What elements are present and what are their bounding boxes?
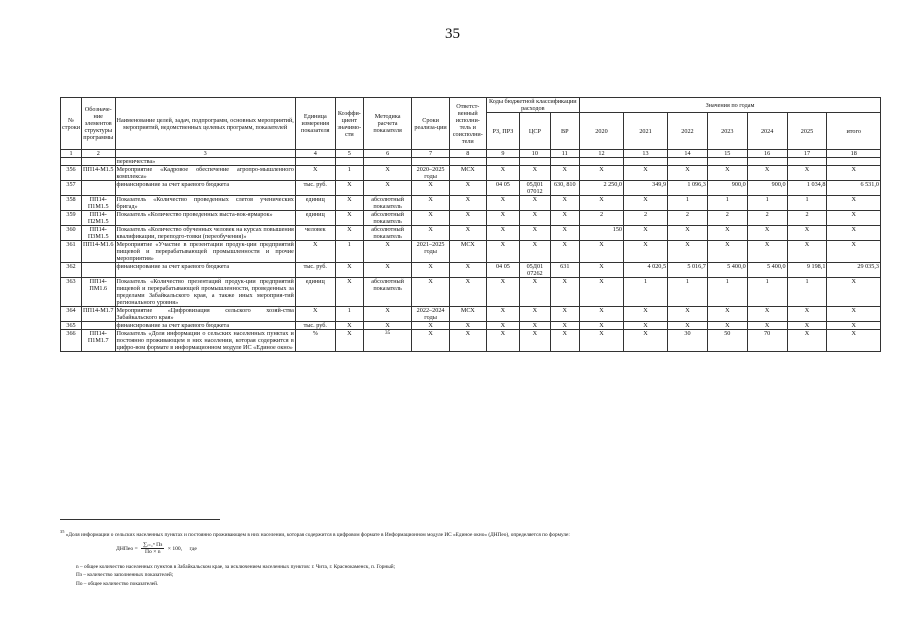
cell-method: абсолютный показатель <box>364 226 412 241</box>
cell-year-value: X <box>707 241 747 263</box>
cell-year-value: X <box>668 166 708 181</box>
cell-name: финансирование за счет краевого бюджета <box>115 263 295 278</box>
cell-year-value: X <box>579 263 623 278</box>
page-number: 35 <box>445 26 460 42</box>
cell-csr: X <box>520 322 550 330</box>
cell-code: ПП14-П3М1.5 <box>81 226 115 241</box>
cell-year-value: 2 <box>747 211 787 226</box>
cell-total: X <box>827 211 881 226</box>
cell-code <box>81 322 115 330</box>
cell-total: X <box>827 330 881 352</box>
cell-resp: X <box>449 263 486 278</box>
cell-csr: X <box>520 307 550 322</box>
cell-year-value: X <box>579 307 623 322</box>
cell-method: абсолютный показатель <box>364 196 412 211</box>
cell-year-value: 70 <box>747 330 787 352</box>
cell-year-value: X <box>707 226 747 241</box>
header-budget-codes: Коды бюджетной классификации расходов <box>486 98 579 113</box>
cell-no: 366 <box>61 330 82 352</box>
header-year: 2021 <box>624 113 668 150</box>
cell-csr: 05Д01 07012 <box>520 181 550 196</box>
cell-terms: 2022–2024 годы <box>412 307 450 322</box>
cell-terms: X <box>412 263 450 278</box>
cell-name: Показатель «Количество презентаций продук-ции предприятий пищевой и перерабатывающей промышленности, проведенных за пределами Забайкальского края, а также иных мероприя-тий регионального уровня» <box>116 278 294 306</box>
column-number: 15 <box>707 150 747 158</box>
header-year: 2023 <box>707 113 747 150</box>
cell-year-value: 1 <box>747 196 787 211</box>
cell-method: X <box>364 166 412 181</box>
cell-terms: X <box>412 181 450 196</box>
cell-year-value: 30 <box>668 330 708 352</box>
header-responsible: Ответст-венный исполни-тель и соисполни-тели <box>449 98 486 150</box>
cell-vr: X <box>550 196 579 211</box>
cell-code: ПП14-ПМ1.6 <box>81 278 115 307</box>
cell-rz: 04 05 <box>486 181 520 196</box>
footnote-definitions <box>76 563 395 588</box>
formula-lhs: ДНПео = <box>116 545 138 552</box>
cell-year-value: 4 020,5 <box>624 263 668 278</box>
cell-terms: X <box>412 226 450 241</box>
table-row <box>61 166 881 181</box>
cell-code: ПП14-П1М1.7 <box>81 330 115 352</box>
column-number: 5 <box>335 150 363 158</box>
cell-terms: X <box>412 211 450 226</box>
cell-year-value: 1 <box>747 278 787 307</box>
cell-name: Показатель «Количество обученных человек на курсах повышения квалификации, переподго-товки (переобучения)» <box>116 226 294 240</box>
cell-year-value: X <box>707 166 747 181</box>
cell-no: 361 <box>61 241 82 263</box>
cell-year-value: 2 <box>579 211 623 226</box>
cell-year-value: 1 <box>624 278 668 307</box>
column-number: 13 <box>624 150 668 158</box>
cell-resp: МСХ <box>449 307 486 322</box>
cell-name: Мероприятие «Цифровизация сельского хозяй-ства Забайкальского края» <box>116 307 294 321</box>
cell-total: X <box>827 196 881 211</box>
cell-unit: X <box>295 241 335 263</box>
cell-unit: % <box>295 330 335 352</box>
program-table <box>60 97 881 352</box>
cell-code <box>81 181 115 196</box>
header-year: 2020 <box>579 113 623 150</box>
header-terms: Сроки реализа-ции <box>412 98 450 150</box>
header-designation: Обозначе-ние элементов структуры программы <box>81 98 115 150</box>
cell-code <box>81 263 115 278</box>
cell-unit: тыс. руб. <box>295 322 335 330</box>
cell-year-value: 5 400,0 <box>747 263 787 278</box>
cell-vr: X <box>550 226 579 241</box>
cell-method: X <box>364 241 412 263</box>
cell-terms: 2020–2025 годы <box>412 166 450 181</box>
column-number: 16 <box>747 150 787 158</box>
cell-year-value: 1 <box>668 278 708 307</box>
cell-rz: 04 05 <box>486 263 520 278</box>
cell-method: X <box>364 263 412 278</box>
cell-total: 29 035,3 <box>827 263 881 278</box>
table-row <box>61 226 881 241</box>
cell-vr: 631 <box>550 263 579 278</box>
cell-no: 360 <box>61 226 82 241</box>
footnote-rule <box>60 519 220 520</box>
footnote-text: «Доля информации о сельских населенных пунктах и постоянно проживающем в них населении, которая содержится в цифровом формате в Информационном модуле ИС «Единое окно» (ДНПео), определяется по формуле: <box>65 531 570 538</box>
cell-no: 362 <box>61 263 82 278</box>
cell-year-value: 9 198,1 <box>787 263 827 278</box>
cell-year-value: X <box>747 307 787 322</box>
footnote <box>60 529 880 538</box>
cell-terms: X <box>412 278 450 307</box>
cell-year-value: X <box>579 322 623 330</box>
cell-year-value: X <box>787 322 827 330</box>
cell-no: 364 <box>61 307 82 322</box>
cell-coef: X <box>335 181 363 196</box>
cell-csr: X <box>520 166 550 181</box>
cell-coef: 1 <box>335 241 363 263</box>
cell-year-value: X <box>787 241 827 263</box>
cell-year-value: X <box>624 241 668 263</box>
cell-name: финансирование за счет краевого бюджета <box>115 181 295 196</box>
cell-rz: X <box>486 211 520 226</box>
cell-rz: X <box>486 307 520 322</box>
cell-vr: X <box>550 322 579 330</box>
definition-line: Пз – количество заполненных показателей; <box>76 572 174 579</box>
table-row <box>61 241 881 263</box>
cell-total: X <box>827 278 881 307</box>
cell-year-value: 2 <box>668 211 708 226</box>
footnote-mark: 35 <box>60 529 65 534</box>
cell-year-value: X <box>579 330 623 352</box>
header-year: 2022 <box>668 113 708 150</box>
table-row <box>61 211 881 226</box>
cell-year-value: X <box>747 226 787 241</box>
cell-year-value: 2 <box>624 211 668 226</box>
column-number: 7 <box>412 150 450 158</box>
cell-vr: X <box>550 330 579 352</box>
cell-year-value: 5 016,7 <box>668 263 708 278</box>
cell-total: X <box>827 166 881 181</box>
table-row <box>61 181 881 196</box>
header-vr: ВР <box>550 113 579 150</box>
cell-year-value: X <box>668 226 708 241</box>
formula-denominator: По × n <box>144 549 161 555</box>
cell-year-value: 2 <box>787 211 827 226</box>
cell-code: ПП14-М1.5 <box>81 166 115 181</box>
cell-name: финансирование за счет краевого бюджета <box>115 322 295 330</box>
column-number: 3 <box>115 150 295 158</box>
cell-method: X <box>364 307 412 322</box>
column-number: 9 <box>486 150 520 158</box>
cell-unit: единиц <box>295 211 335 226</box>
cell-no: 365 <box>61 322 82 330</box>
cell-year-value: X <box>579 196 623 211</box>
cell-vr: 630, 810 <box>550 181 579 196</box>
header-method: Методика расчета показателя <box>364 98 412 150</box>
cell-year-value: X <box>668 307 708 322</box>
definition-line: По – общее количество показателей. <box>76 580 159 587</box>
column-number: 2 <box>81 150 115 158</box>
column-number: 14 <box>668 150 708 158</box>
table-row <box>61 322 881 330</box>
cell-total: X <box>827 241 881 263</box>
cell-year-value: 1 <box>707 196 747 211</box>
cell-year-value: X <box>624 166 668 181</box>
cell-year-value: X <box>747 241 787 263</box>
header-year: 2025 <box>787 113 827 150</box>
cell-coef: 1 <box>335 307 363 322</box>
header-values: Значения по годам <box>579 98 880 113</box>
cell-year-value: X <box>747 322 787 330</box>
cell-year-value: 900,0 <box>747 181 787 196</box>
cell-rz: X <box>486 322 520 330</box>
cell-vr: X <box>550 211 579 226</box>
cell-rz: X <box>486 196 520 211</box>
cell-name: Показатель «Количество проведенных слетов ученических бригад» <box>116 196 294 210</box>
cell-method <box>364 330 412 352</box>
formula-fraction <box>141 542 164 555</box>
cell-terms: X <box>412 322 450 330</box>
cell-year-value: 150 <box>579 226 623 241</box>
header-coef: Коэффи-циент значимо-сти <box>335 98 363 150</box>
column-number: 8 <box>449 150 486 158</box>
cell-total: 6 531,0 <box>827 181 881 196</box>
cell-unit: единиц <box>295 278 335 307</box>
column-number: 6 <box>364 150 412 158</box>
table-row <box>61 196 881 211</box>
cell-code: ПП14-М1.7 <box>81 307 115 322</box>
cell-year-value: 1 <box>668 196 708 211</box>
cell-csr: X <box>520 330 550 352</box>
column-numbers-row <box>61 150 881 158</box>
cell-year-value: X <box>668 241 708 263</box>
cell-coef: X <box>335 322 363 330</box>
cell-year-value: X <box>624 226 668 241</box>
cell-coef: X <box>335 196 363 211</box>
table-row <box>61 263 881 278</box>
header-name: Наименование целей, задач, подпрограмм, основных мероприятий, мероприятий, ведомственных целевых программ, показателей <box>115 98 295 150</box>
cell-method: абсолютный показатель <box>364 211 412 226</box>
cell-year-value: X <box>668 322 708 330</box>
cell-year-value: 2 <box>707 211 747 226</box>
header-no: № строки <box>61 98 82 150</box>
formula <box>116 542 197 555</box>
cell-resp: X <box>449 196 486 211</box>
cell-unit: человек <box>295 226 335 241</box>
cell-unit: X <box>295 166 335 181</box>
cell-no: 358 <box>61 196 82 211</box>
cell-year-value: X <box>579 166 623 181</box>
footnote-ref: 35 <box>385 330 391 336</box>
definition-line: n – общее количество населенных пунктов в Забайкальском крае, за исключением населенных пунктов: г. Чита, г. Краснокаменск, п. Горный; <box>76 564 396 570</box>
cell-unit: единиц <box>295 196 335 211</box>
cell-coef: X <box>335 330 363 352</box>
cell-name: Мероприятие «Участие в презентации продук-ции предприятий пищевой и перерабатывающей промышленности и прочие мероприятия» <box>116 241 294 262</box>
cell-resp: X <box>449 226 486 241</box>
cell-unit: тыс. руб. <box>295 263 335 278</box>
cell-year-value: 1 <box>787 196 827 211</box>
cell-method: X <box>364 322 412 330</box>
cell-year-value: 5 400,0 <box>707 263 747 278</box>
table-row <box>61 330 881 352</box>
cell-terms: X <box>412 196 450 211</box>
cell-year-value: X <box>747 166 787 181</box>
cell-year-value: X <box>787 330 827 352</box>
cell-coef: 1 <box>335 166 363 181</box>
formula-where: где <box>189 545 197 552</box>
cell-no: 363 <box>61 278 82 307</box>
cell-rz: X <box>486 226 520 241</box>
cell-year-value: X <box>707 322 747 330</box>
cell-method: абсолютный показатель <box>364 278 412 307</box>
cell-total: X <box>827 226 881 241</box>
cell-resp: X <box>449 330 486 352</box>
cell-resp: МСХ <box>449 241 486 263</box>
cell-total: X <box>827 307 881 322</box>
cell-csr: X <box>520 211 550 226</box>
cell-no: 359 <box>61 211 82 226</box>
cell-terms: X <box>412 330 450 352</box>
cell-vr: X <box>550 241 579 263</box>
cell-year-value: X <box>579 241 623 263</box>
cell-year-value: 900,0 <box>707 181 747 196</box>
header-total: итого <box>827 113 881 150</box>
cell-rz: X <box>486 278 520 307</box>
cell-year-value: X <box>624 307 668 322</box>
cell-vr: X <box>550 278 579 307</box>
cell-csr: X <box>520 226 550 241</box>
cell-no: 357 <box>61 181 82 196</box>
cell-vr: X <box>550 166 579 181</box>
cell-year-value: X <box>707 307 747 322</box>
table-row <box>61 278 881 307</box>
table-row <box>61 307 881 322</box>
cell-year-value: 1 <box>787 278 827 307</box>
column-number: 18 <box>827 150 881 158</box>
cell-csr: 05Д01 07262 <box>520 263 550 278</box>
continuation-text: переничества» <box>115 158 295 166</box>
column-number: 10 <box>520 150 550 158</box>
cell-unit: X <box>295 307 335 322</box>
cell-year-value: 1 034,8 <box>787 181 827 196</box>
cell-resp: X <box>449 211 486 226</box>
cell-resp: X <box>449 181 486 196</box>
cell-year-value: 1 <box>707 278 747 307</box>
column-number: 1 <box>61 150 82 158</box>
cell-name: Мероприятие «Кадровое обеспечение агропро-мышленного комплекса» <box>116 166 294 180</box>
cell-name: Показатель «Количество проведенных выста-вок-ярмарок» <box>115 211 295 226</box>
cell-csr: X <box>520 196 550 211</box>
cell-name: Показатель «Доля информации о сельских населенных пунктах и постоянно проживающем в них населении, которая содержится в цифро-вом формате в информационном модуле ИС «Единое окно» <box>116 330 294 351</box>
column-number: 12 <box>579 150 623 158</box>
cell-year-value: X <box>624 322 668 330</box>
cell-coef: X <box>335 278 363 307</box>
cell-total: X <box>827 322 881 330</box>
cell-terms: 2021–2025 годы <box>412 241 450 263</box>
cell-rz: X <box>486 330 520 352</box>
cell-resp: X <box>449 322 486 330</box>
cell-year-value: X <box>624 196 668 211</box>
cell-code: ПП14-П2М1.5 <box>81 211 115 226</box>
cell-year-value: X <box>624 330 668 352</box>
cell-year-value: X <box>579 278 623 307</box>
formula-tail: × 100, <box>167 545 183 552</box>
column-number: 17 <box>787 150 827 158</box>
cell-year-value: 349,9 <box>624 181 668 196</box>
cell-vr: X <box>550 307 579 322</box>
cell-coef: X <box>335 226 363 241</box>
cell-unit: тыс. руб. <box>295 181 335 196</box>
cell-method: X <box>364 181 412 196</box>
cell-coef: X <box>335 263 363 278</box>
cell-resp: X <box>449 278 486 307</box>
cell-csr: X <box>520 241 550 263</box>
formula-numerator: ∑ᵢ₌₁ⁿ Пз <box>143 542 163 548</box>
cell-no: 356 <box>61 166 82 181</box>
cell-rz: X <box>486 166 520 181</box>
cell-resp: МСХ <box>449 166 486 181</box>
cell-code: ПП14-П1М1.5 <box>81 196 115 211</box>
column-number: 4 <box>295 150 335 158</box>
cell-year-value: X <box>787 226 827 241</box>
cell-year-value: X <box>787 307 827 322</box>
header-unit: Единица измерения показателя <box>295 98 335 150</box>
header-rz: РЗ, ПРЗ <box>486 113 520 150</box>
cell-code: ПП14-М1.6 <box>81 241 115 263</box>
cell-year-value: 2 250,0 <box>579 181 623 196</box>
cell-year-value: 50 <box>707 330 747 352</box>
cell-year-value: 1 096,3 <box>668 181 708 196</box>
cell-csr: X <box>520 278 550 307</box>
column-number: 11 <box>550 150 579 158</box>
cell-year-value: X <box>787 166 827 181</box>
continuation-row <box>61 158 881 166</box>
cell-rz: X <box>486 241 520 263</box>
cell-coef: X <box>335 211 363 226</box>
header-year: 2024 <box>747 113 787 150</box>
header-csr: ЦСР <box>520 113 550 150</box>
